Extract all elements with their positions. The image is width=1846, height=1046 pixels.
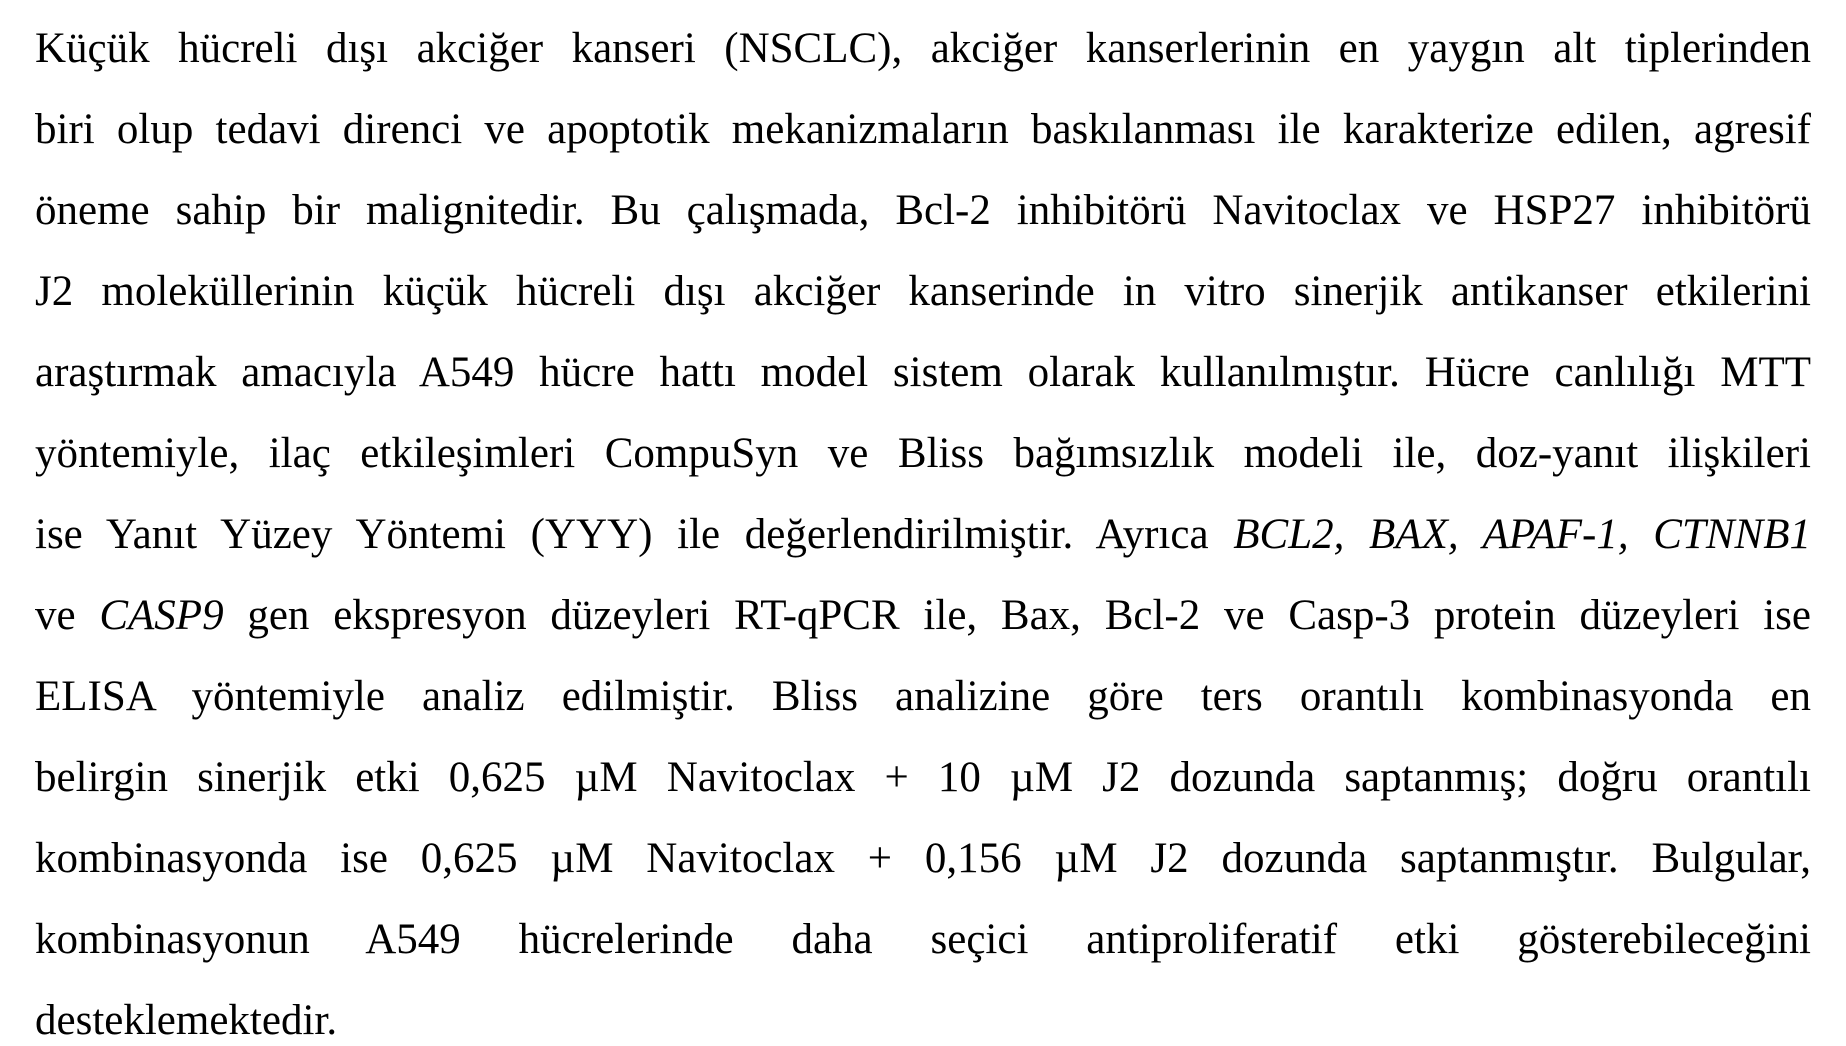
text-line xyxy=(35,980,1811,1046)
text-segment: araştırmak amacıyla A549 hücre hattı model sistem olarak kullanılmıştır. Hücre canlılığı MTT xyxy=(35,349,1811,396)
text-line xyxy=(35,332,1811,413)
text-segment: ve xyxy=(35,592,100,639)
text-segment: Küçük hücreli dışı akciğer kanseri (NSCLC), akciğer kanserlerinin en yaygın alt tiplerinden xyxy=(35,25,1811,72)
text-line xyxy=(35,89,1811,170)
text-segment: yöntemiyle, ilaç etkileşimleri CompuSyn ve Bliss bağımsızlık modeli ile, doz-yanıt ilişkileri xyxy=(35,430,1811,477)
abstract-paragraph xyxy=(35,0,1811,1046)
text-segment: ELISA yöntemiyle analiz edilmiştir. Bliss analizine göre ters orantılı kombinasyonda en xyxy=(35,673,1811,720)
text-segment: ise Yanıt Yüzey Yöntemi (YYY) ile değerlendirilmiştir. Ayrıca xyxy=(35,511,1234,558)
document-page xyxy=(35,0,1811,1046)
text-line xyxy=(35,8,1811,89)
text-line xyxy=(35,170,1811,251)
text-segment: belirgin sinerjik etki 0,625 µM Navitoclax + 10 µM J2 dozunda saptanmış; doğru orantılı xyxy=(35,754,1811,801)
italic-gene-names: BCL2, BAX, APAF-1, CTNNB1 xyxy=(1233,511,1811,558)
text-line xyxy=(35,656,1811,737)
text-segment: kombinasyonda ise 0,625 µM Navitoclax + 0,156 µM J2 dozunda saptanmıştır. Bulgular, xyxy=(35,835,1811,882)
text-line xyxy=(35,251,1811,332)
text-segment: öneme sahip bir malignitedir. Bu çalışmada, Bcl-2 inhibitörü Navitoclax ve HSP27 inhibitörü xyxy=(35,187,1811,234)
text-line xyxy=(35,818,1811,899)
text-segment: gen ekspresyon düzeyleri RT-qPCR ile, Bax, Bcl-2 ve Casp-3 protein düzeyleri ise xyxy=(223,592,1811,639)
text-segment: kombinasyonun A549 hücrelerinde daha seçici antiproliferatif etki gösterebileceğini xyxy=(35,916,1811,963)
text-segment: J2 moleküllerinin küçük hücreli dışı akciğer kanserinde in vitro sinerjik antikanser etkilerini xyxy=(35,268,1811,315)
text-line xyxy=(35,899,1811,980)
text-line xyxy=(35,494,1811,575)
text-line xyxy=(35,737,1811,818)
text-line xyxy=(35,413,1811,494)
italic-gene-names: CASP9 xyxy=(99,592,224,639)
text-segment: biri olup tedavi direnci ve apoptotik mekanizmaların baskılanması ile karakterize edilen, agresif xyxy=(35,106,1811,153)
text-segment: desteklemektedir. xyxy=(35,997,338,1044)
text-line xyxy=(35,575,1811,656)
